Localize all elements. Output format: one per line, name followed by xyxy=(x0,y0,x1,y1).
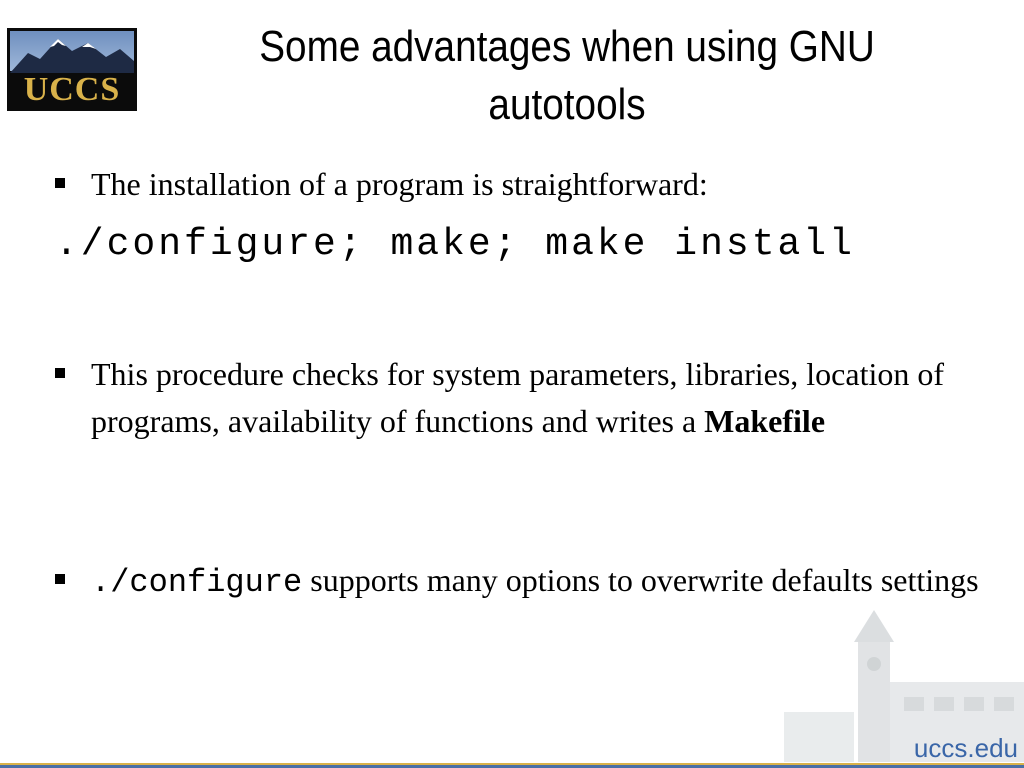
bullet-text-plain: supports many options to overwrite defaults settings xyxy=(302,562,979,598)
bullet-item-installation xyxy=(55,161,1005,208)
bullet-text: The installation of a program is straightforward: xyxy=(91,166,708,202)
footer-bar xyxy=(0,763,1024,768)
slide-title xyxy=(200,18,934,134)
bullet-square-icon xyxy=(55,178,65,188)
bullet-square-icon xyxy=(55,368,65,378)
bullet-item-procedure xyxy=(55,351,1005,445)
bullet-text-plain: This procedure checks for system parameters, libraries, location of programs, availability of functions and writes a xyxy=(91,356,945,439)
makefile-bold: Makefile xyxy=(704,403,826,439)
mountain-icon xyxy=(10,31,134,73)
uccs-logo xyxy=(7,28,137,111)
bullet-item-configure-options xyxy=(55,557,1005,606)
logo-text: UCCS xyxy=(23,71,121,108)
command-line: ./configure; make; make install xyxy=(55,223,855,266)
bullet-text xyxy=(91,557,1005,606)
bullet-text xyxy=(91,351,1005,445)
title-line-1: Some advantages when using GNU xyxy=(259,22,875,71)
footer-url: uccs.edu xyxy=(913,733,1018,763)
title-line-2: autotools xyxy=(488,80,646,129)
configure-code: ./configure xyxy=(91,564,303,601)
bullet-square-icon xyxy=(55,574,65,584)
